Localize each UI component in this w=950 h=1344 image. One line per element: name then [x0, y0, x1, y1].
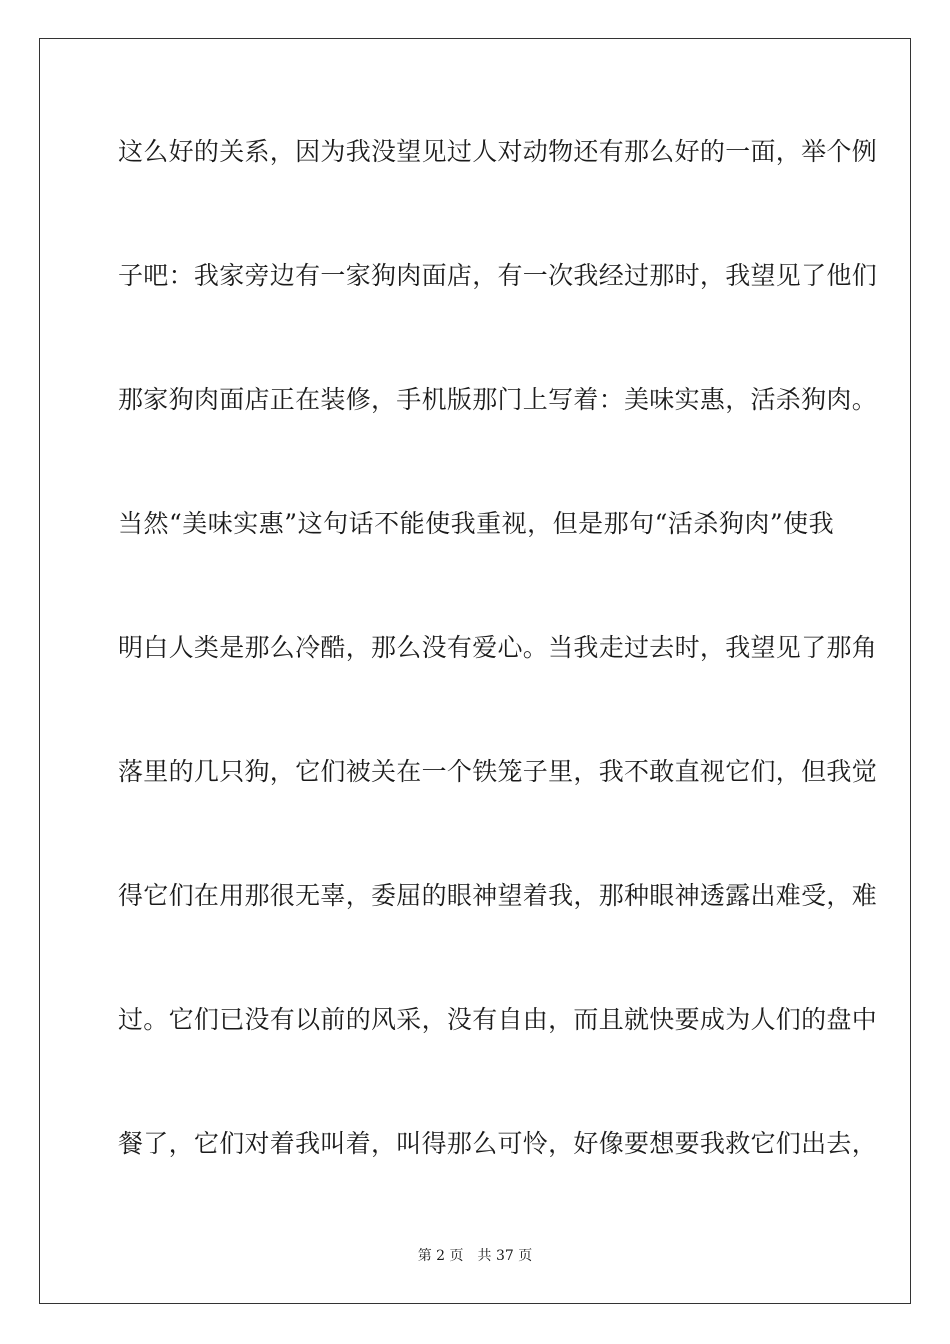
body-text-line: 子吧：我家旁边有一家狗肉面店，有一次我经过那时，我望见了他们 — [118, 261, 878, 290]
body-text-line: 落里的几只狗，它们被关在一个铁笼子里，我不敢直视它们，但我觉 — [118, 757, 878, 786]
page-border — [39, 38, 911, 1304]
body-text-line: 这么好的关系，因为我没望见过人对动物还有那么好的一面，举个例 — [118, 137, 878, 166]
body-text-line: 明白人类是那么冷酷，那么没有爱心。当我走过去时，我望见了那角 — [118, 633, 878, 662]
body-text-line: 得它们在用那很无辜，委屈的眼神望着我，那种眼神透露出难受，难 — [118, 881, 878, 910]
body-text-line: 那家狗肉面店正在装修，手机版那门上写着：美味实惠，活杀狗肉。 — [118, 385, 878, 414]
page-footer — [0, 1247, 950, 1265]
body-text-line: 过。它们已没有以前的风采，没有自由，而且就快要成为人们的盘中 — [118, 1005, 878, 1034]
page-number: 第 2 页 — [417, 1248, 464, 1264]
page-total: 共 37 页 — [477, 1248, 533, 1264]
body-text-line: 当然“美味实惠”这句话不能使我重视，但是那句“活杀狗肉”使我 — [118, 509, 834, 538]
body-text-line: 餐了，它们对着我叫着，叫得那么可怜，好像要想要我救它们出去， — [118, 1129, 878, 1158]
